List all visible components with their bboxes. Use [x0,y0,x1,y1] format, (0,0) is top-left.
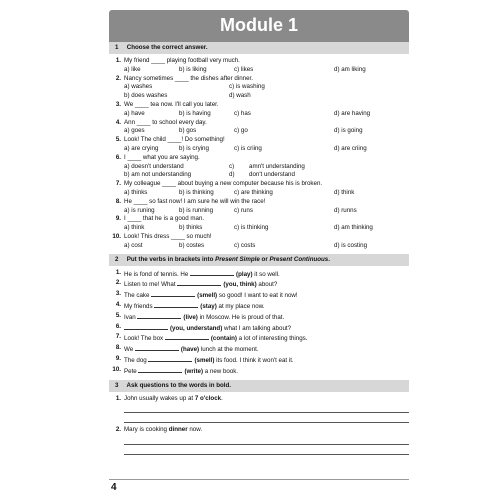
worksheet-content [109,42,409,455]
answer-options [109,207,409,216]
section-2-items [109,269,409,377]
answer-line[interactable] [124,445,409,455]
verb-hint: (contain) [210,335,237,343]
question-item [109,395,409,404]
question-text: Ann ____ to school every day. [124,118,207,126]
question-item [109,198,409,207]
answer-option[interactable]: a) are crying [124,144,159,152]
fill-in-item [109,344,409,355]
answer-options [109,242,409,251]
answer-blank[interactable] [137,312,181,319]
sentence-start: Look! The box [124,335,165,343]
answer-options [109,163,409,172]
sentence-end: what I am talking about? [222,324,292,332]
section-2-title-mid: or [259,255,270,263]
verb-hint: (stay) [200,302,217,310]
fill-in-item [109,366,409,377]
question-item [109,180,409,189]
answer-option[interactable]: a) have [124,109,145,117]
question-number: 7. [115,333,121,341]
verb-hint: (have) [180,346,200,354]
answer-options [109,66,409,75]
answer-option[interactable]: d) wash [229,92,251,100]
sentence-start: John usually wakes up at [124,394,195,402]
sentence-start: The cake [124,292,152,300]
question-item [109,57,409,66]
section-1-title: Choose the correct answer. [126,44,208,51]
answer-option[interactable]: d) am thinking [334,224,373,232]
sentence-end: so good! I want to eat it now! [217,292,298,300]
section-2-number: 2 [115,255,119,263]
answer-option[interactable]: b) is thinking [179,188,214,196]
sentence-end: a lot of interesting things. [236,335,308,343]
answer-option[interactable]: d) are having [334,109,371,117]
section-3-number: 3 [115,381,119,389]
answer-option[interactable]: c) likes [234,65,254,73]
sentence-start: Ivan [124,313,138,321]
question-number: 8. [115,344,121,352]
answer-option[interactable]: d) is costing [334,241,368,249]
answer-option[interactable]: a) cost [124,241,143,249]
question-item [109,75,409,84]
page-number: 4 [111,482,117,493]
answer-option[interactable]: c) is washing [229,83,265,91]
section-2-title-suffix: . [328,255,330,263]
answer-options [109,145,409,154]
question-number: 3. [115,290,121,298]
answer-option[interactable]: c) is criing [234,144,262,152]
fill-in-sentence [124,290,409,301]
answer-line[interactable] [124,435,409,445]
question-item [109,426,409,435]
answer-blank[interactable] [135,344,179,351]
module-title: Module 1 [219,15,298,35]
question-number: 7. [115,180,121,188]
question-text: He ____ so fast now! I am sure he will win the race! [124,197,266,205]
footer-rule [109,479,409,480]
sentence-start: He is fond of tennis. He [124,270,191,278]
fill-in-sentence [124,344,409,355]
question-number: 6. [115,322,121,330]
question-number: 10. [112,365,121,373]
question-item [109,215,409,224]
fill-in-sentence [124,323,409,334]
sentence-start: The dog [124,356,149,364]
section-3-items [109,395,409,456]
question-text: I ____ what you are saying. [124,153,200,161]
answer-blank[interactable] [148,355,192,362]
question-text: I ____ that he is a good man. [124,215,205,223]
sentence-end: about? [256,281,278,289]
section-1-number: 1 [115,44,119,51]
answer-option[interactable]: b) thinks [179,224,203,232]
answer-line[interactable] [124,403,409,413]
sentence-end: it so well. [252,270,280,278]
answer-option[interactable]: d) is going [334,127,363,135]
fill-in-sentence [124,269,409,280]
sentence-end: its food. I think it won't eat it. [214,356,294,364]
question-text: My friend ____ playing football very much. [124,57,240,64]
sentence-start: Listen to me! What [124,281,178,289]
question-number: 5. [115,136,121,144]
answer-option[interactable]: a) like [124,65,141,73]
answer-line[interactable] [124,413,409,423]
question-item [109,233,409,242]
answer-blank[interactable] [138,366,182,373]
answer-option[interactable]: b) am not understanding [124,171,192,179]
sentence-start: Mary is cooking [124,426,169,434]
question-text: Look! This dress ____ so much! [124,232,212,240]
fill-in-item [109,290,409,301]
fill-in-item [109,279,409,290]
fill-in-sentence [124,301,409,312]
answer-option[interactable]: c) go [234,127,248,135]
question-number: 2. [115,74,121,82]
answer-option[interactable]: a) thinks [124,188,148,196]
answer-options [109,224,409,233]
answer-option[interactable]: b) gos [179,127,197,135]
section-1-items [109,57,409,251]
fill-in-item [109,269,409,280]
question-number: 3. [115,100,121,108]
question-number: 4. [115,300,121,308]
answer-options [109,110,409,119]
verb-hint: (you, understand) [170,324,223,332]
answer-options [109,127,409,136]
question-number: 8. [115,197,121,205]
sentence-start: My friends [124,302,155,310]
fill-in-sentence [124,333,409,344]
fill-in-sentence [124,312,409,323]
verb-hint: (smell) [197,292,218,300]
question-number: 2. [115,279,121,287]
fill-in-item [109,301,409,312]
answer-option[interactable]: d) think [334,188,355,196]
question-text: Nancy sometimes ____ the dishes after dinner. [124,74,253,82]
answer-options [109,189,409,198]
section-2-title-em2: Present Continuous [269,255,329,263]
answer-option[interactable]: c) is thinking [234,224,269,232]
verb-hint: (smell) [194,356,215,364]
section-1-header [109,42,409,54]
answer-option[interactable]: a) is runing [124,206,155,214]
question-number: 6. [115,153,121,161]
answer-option[interactable]: a) washes [124,83,153,91]
answer-blank[interactable] [190,269,234,276]
sentence-start: We [124,346,135,354]
fill-in-sentence [124,279,409,290]
answer-option[interactable]: b) does washes [124,92,168,100]
question-item [109,154,409,163]
answer-blank[interactable] [124,323,168,330]
fill-in-item [109,312,409,323]
answer-option[interactable]: a) goes [124,127,145,135]
question-number: 10. [112,232,121,240]
question-number: 1. [115,394,121,402]
answer-option[interactable]: d) am liking [334,65,366,73]
answer-options [109,171,409,180]
sentence-end: at my place now. [216,302,265,310]
answer-option-text[interactable]: amn't understanding [249,162,305,170]
bold-word: dinner [168,426,188,434]
section-3-title: Ask questions to the words in bold. [126,381,232,389]
question-item [109,136,409,145]
fill-in-item [109,323,409,334]
sentence-end: in Moscow. He is proud of that. [197,313,285,321]
answer-option[interactable]: c) are thinking [234,188,273,196]
question-number: 2. [115,426,121,434]
answer-option-letter[interactable]: d) [229,171,235,179]
answer-option[interactable]: b) costes [179,241,205,249]
section-2-header [109,254,409,266]
fill-in-sentence [124,366,409,377]
bold-word: 7 o'clock [194,394,222,402]
question-sentence [124,426,409,435]
question-number: 5. [115,311,121,319]
module-banner [109,10,409,42]
answer-option[interactable]: a) doesn't understand [124,162,184,170]
verb-hint: (you, think) [223,281,257,289]
verb-hint: (play) [236,270,253,278]
answer-blank[interactable] [154,301,198,308]
fill-in-sentence [124,355,409,366]
answer-option[interactable]: b) is crying [179,144,209,152]
answer-option[interactable]: d) are criing [334,144,367,152]
fill-in-item [109,333,409,344]
answer-option[interactable]: b) is running [179,206,214,214]
answer-option[interactable]: d) runns [334,206,357,214]
question-number: 9. [115,354,121,362]
question-item [109,119,409,128]
question-text: Look! The child ____! Do something! [124,136,225,144]
question-number: 1. [115,268,121,276]
answer-option[interactable]: a) think [124,224,145,232]
answer-options [109,83,409,92]
question-text: My colleague ____ about buying a new computer because his is broken. [124,180,323,188]
section-3-header [109,380,409,392]
section-2-title-prefix: Put the verbs in brackets into [126,255,216,263]
answer-blank[interactable] [177,279,221,286]
sentence-start: Pete [124,367,139,375]
question-item [109,101,409,110]
answer-blank[interactable] [165,333,209,340]
answer-option[interactable]: c) has [234,109,251,117]
question-text: We ____ tea now. I'll call you later. [124,100,219,108]
sentence-end: a new book. [203,367,239,375]
sentence-end: . [221,394,223,402]
fill-in-item [109,355,409,366]
question-number: 9. [115,215,121,223]
question-number: 4. [115,118,121,126]
answer-option[interactable]: c) runs [234,206,253,214]
answer-option[interactable]: b) is having [179,109,211,117]
question-number: 1. [115,57,121,64]
sentence-end: now. [187,426,203,434]
question-sentence [124,395,409,404]
answer-option[interactable]: b) is liking [179,65,207,73]
answer-blank[interactable] [151,290,195,297]
answer-option-letter[interactable]: c) [229,162,235,170]
sentence-end: lunch at the moment. [199,346,259,354]
answer-option-text[interactable]: don't understand [249,171,295,179]
answer-options [109,92,409,101]
answer-option[interactable]: c) costs [234,241,256,249]
verb-hint: (live) [183,313,198,321]
verb-hint: (write) [184,367,204,375]
section-2-title-em1: Present Simple [215,255,260,263]
